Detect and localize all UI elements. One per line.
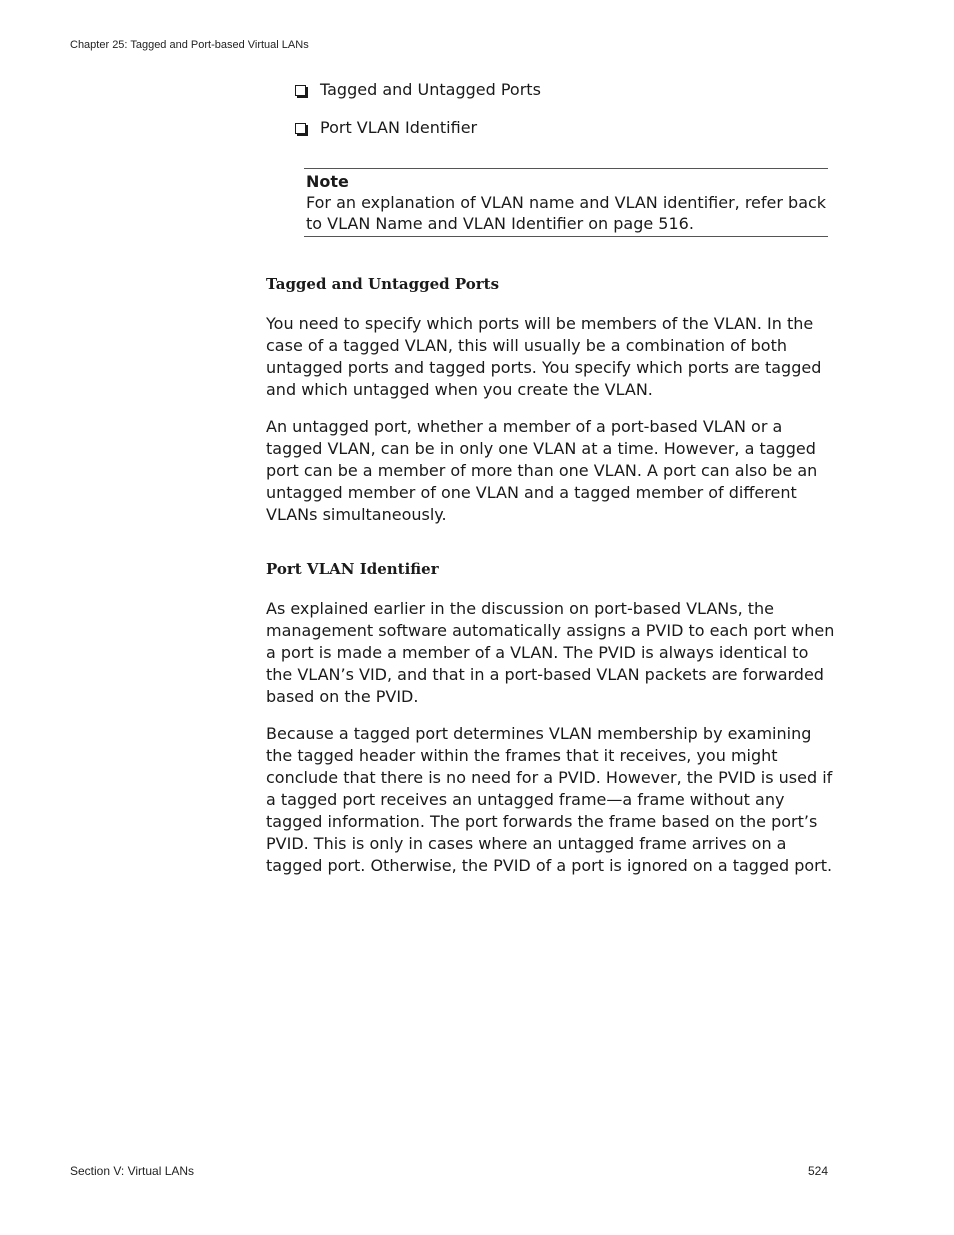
section-heading-port-vlan-identifier: Port VLAN Identifier <box>266 560 439 578</box>
footer-section-label: Section V: Virtual LANs <box>70 1164 195 1178</box>
paragraph: As explained earlier in the discussion on port-based VLANs, the management software automatically assigns a PVID to each port when a port is made a member of a VLAN. The PVID is always identical to the VLAN’s VID, and that in a port-based VLAN packets are forwarded based on the PVID. <box>266 599 835 706</box>
topic-list-item <box>295 117 835 139</box>
footer-page-number: 524 <box>807 1164 828 1178</box>
paragraph: Because a tagged port determines VLAN membership by examining the tagged header within the frames that it receives, you might conclude that there is no need for a PVID. However, the PVID is used if a tagged port receives an untagged frame—a frame without any tagged information. The port forwards the frame based on the port’s PVID. This is only in cases where an untagged frame arrives on a tagged port. Otherwise, the PVID of a port is ignored on a tagged port. <box>266 724 833 875</box>
paragraph: An untagged port, whether a member of a port-based VLAN or a tagged VLAN, can be in only one VLAN at a time. However, a tagged port can be a member of more than one VLAN. A port can also be an untagged member of one VLAN and a tagged member of different VLANs simultaneously. <box>266 417 818 524</box>
note-text: For an explanation of VLAN name and VLAN identifier, refer back to VLAN Name and VLAN Identifier on page 516. <box>306 193 827 233</box>
checkbox-bullet-icon <box>295 85 306 96</box>
topic-label: Port VLAN Identifier <box>320 118 478 137</box>
note-title: Note <box>306 172 349 191</box>
topic-list-item <box>295 79 835 101</box>
checkbox-bullet-icon <box>295 123 306 134</box>
section-heading-tagged-untagged-ports: Tagged and Untagged Ports <box>266 275 500 293</box>
topic-list <box>295 79 835 155</box>
paragraph: You need to specify which ports will be members of the VLAN. In the case of a tagged VLAN, this will usually be a combination of both untagged ports and tagged ports. You specify which ports are tagged and which untagged when you create the VLAN. <box>266 314 822 399</box>
note-box <box>304 168 828 237</box>
running-header: Chapter 25: Tagged and Port-based Virtual LANs <box>70 39 309 51</box>
topic-label: Tagged and Untagged Ports <box>320 80 541 99</box>
